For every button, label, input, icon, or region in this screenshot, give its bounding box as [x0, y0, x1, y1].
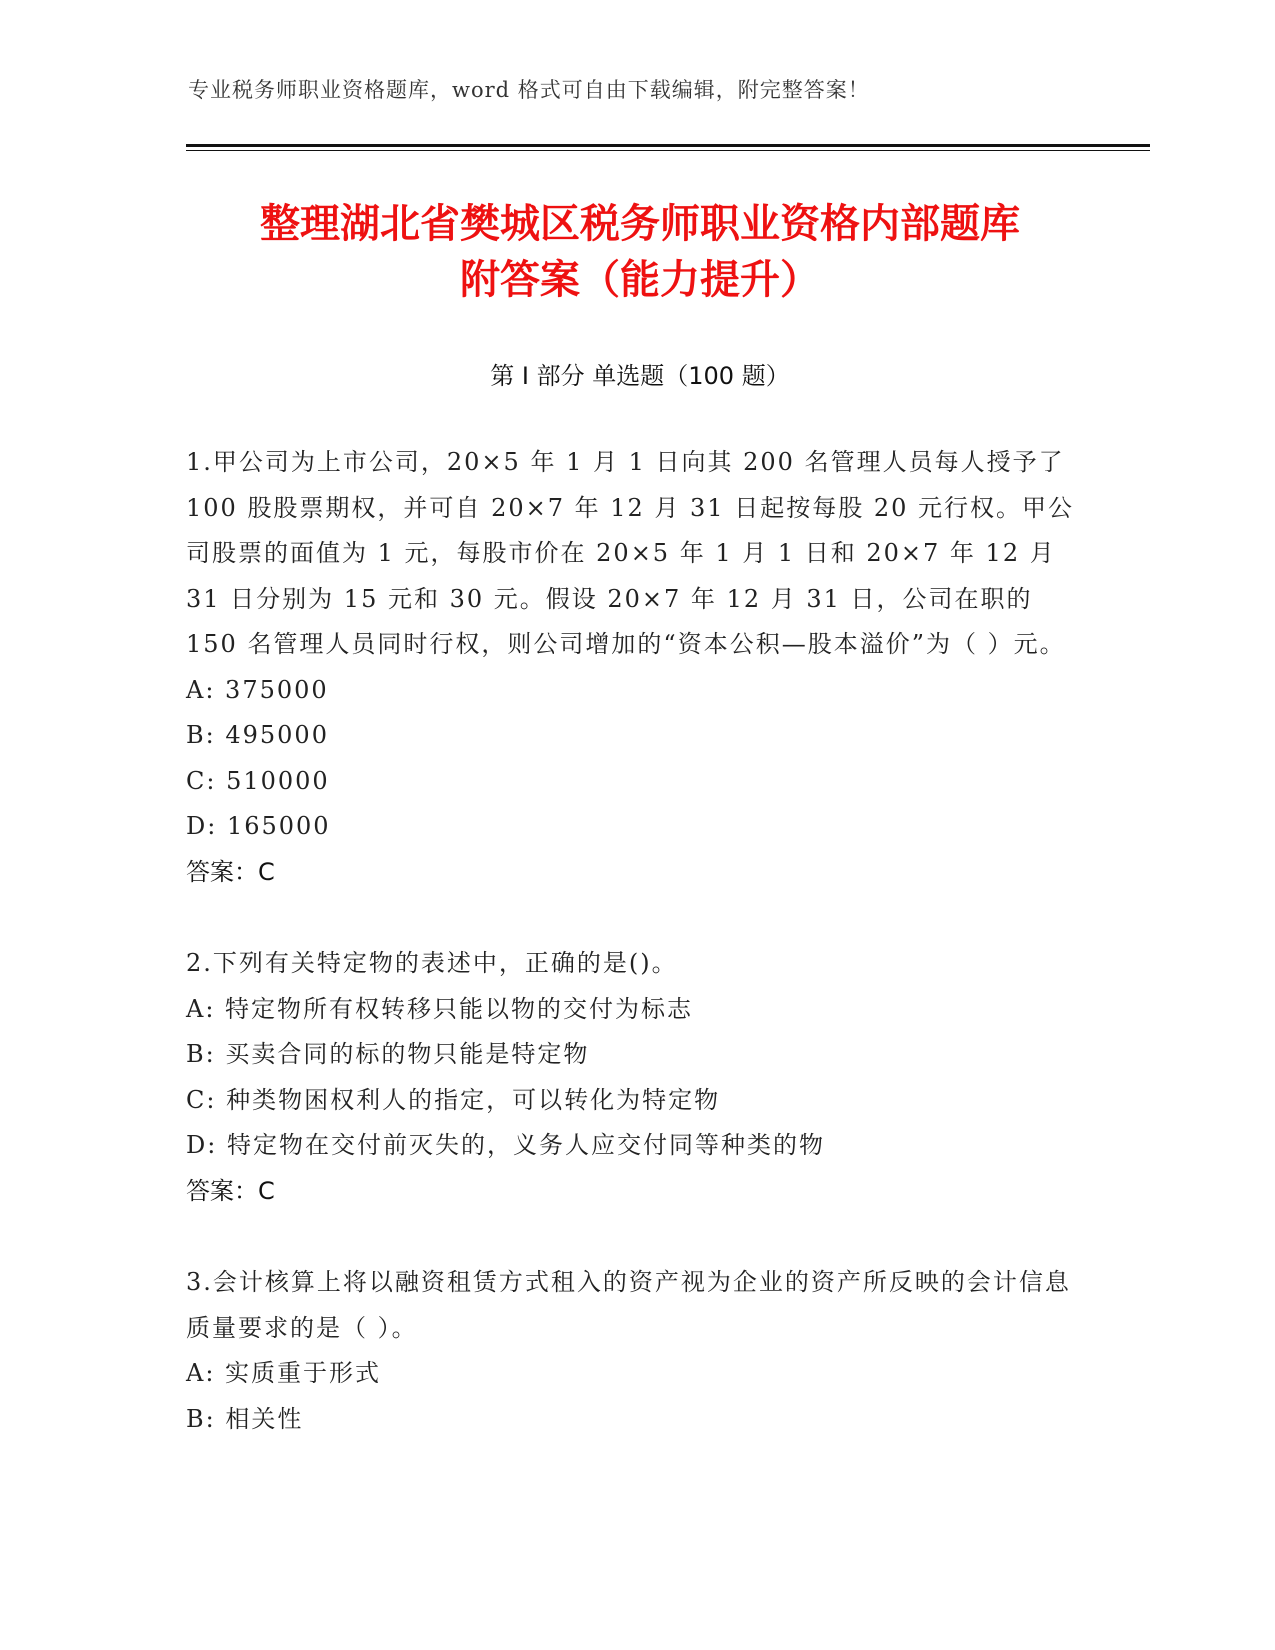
- header-rule-thick: [186, 144, 1150, 147]
- option-b: B: 495000: [186, 721, 329, 749]
- question-1: [186, 440, 1086, 895]
- option-a: A: 实质重于形式: [186, 1359, 382, 1387]
- option-c: C: 510000: [186, 766, 330, 795]
- option-c: C: 种类物困权利人的指定，可以转化为特定物: [186, 1085, 721, 1114]
- answer: 答案：C: [186, 1176, 275, 1205]
- question-stem: 1.甲公司为上市公司，20×5 年 1 月 1 日向其 200 名管理人员每人授予了 100 股股票期权，并可自 20×7 年 12 月 31 日起按每股 20 元行权。甲公司股票的面值为 1 元，每股市价在 20×5 年 1 月 1 日和 20×7 年 12 月 31 日分别为 15 元和 30 元。假设 20×7 年 12 月 31 日，公司在职的 150 名管理人员同时行权，则公司增加的“资本公积—股本溢价”为（ ）元。: [186, 448, 1075, 658]
- header-rule-thin: [186, 150, 1150, 151]
- header-note: 专业税务师职业资格题库，word 格式可自由下载编辑，附完整答案！: [188, 78, 870, 102]
- document-title: [160, 196, 1120, 308]
- document-title-line2: 附答案（能力提升）: [460, 257, 820, 303]
- question-3: [186, 1260, 1086, 1442]
- document-title-line1: 整理湖北省樊城区税务师职业资格内部题库: [260, 201, 1020, 247]
- question-stem: 2.下列有关特定物的表述中，正确的是()。: [186, 949, 678, 977]
- option-b: B: 相关性: [186, 1404, 304, 1433]
- option-d: D: 165000: [186, 812, 331, 840]
- answer: 答案：C: [186, 857, 275, 886]
- question-2: [186, 941, 1086, 1214]
- question-stem: 3.会计核算上将以融资租赁方式租入的资产视为企业的资产所反映的会计信息质量要求的是（ ）。: [186, 1268, 1071, 1342]
- option-d: D: 特定物在交付前灭失的，义务人应交付同等种类的物: [186, 1131, 825, 1159]
- section-title: 第 I 部分 单选题（100 题）: [490, 362, 790, 390]
- option-a: A: 375000: [186, 675, 329, 704]
- question-list: [186, 440, 1086, 1488]
- option-b: B: 买卖合同的标的物只能是特定物: [186, 1040, 590, 1068]
- option-a: A: 特定物所有权转移只能以物的交付为标志: [186, 994, 694, 1023]
